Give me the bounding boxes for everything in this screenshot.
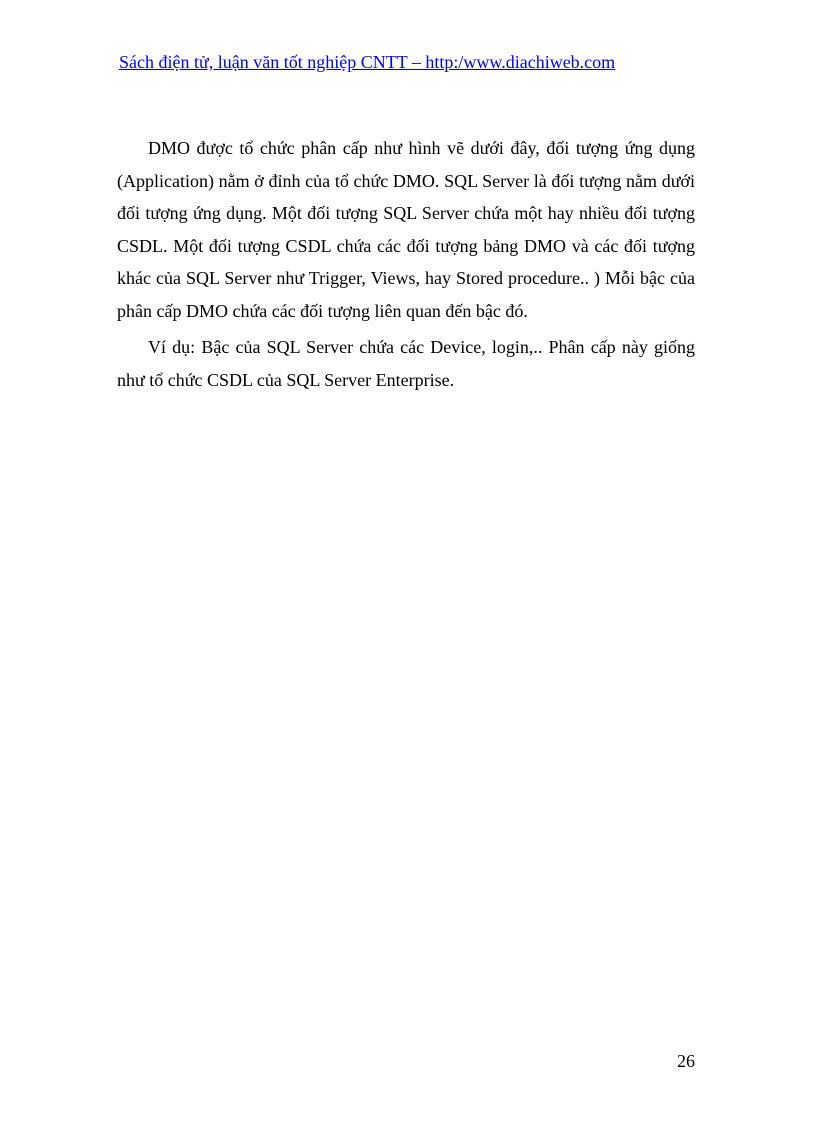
document-body xyxy=(117,132,695,400)
header-website-link[interactable]: Sách điện tử, luận văn tốt nghiệp CNTT – http:/www.diachiweb.com xyxy=(119,52,616,72)
paragraph-dmo-hierarchy: DMO được tổ chức phân cấp như hình vẽ dưới đây, đối tượng ứng dụng (Application) nằm ở đỉnh của tổ chức DMO. SQL Server là đối tượng nằm dưới đối tượng ứng dụng. Một đối tượng SQL Server chứa một hay nhiều đối tượng CSDL. Một đối tượng CSDL chứa các đối tượng bảng DMO và các đối tượng khác của SQL Server như Trigger, Views, hay Stored procedure.. ) Mỗi bậc của phân cấp DMO chứa các đối tượng liên quan đến bậc đó. xyxy=(117,138,695,321)
paragraph-example: Ví dụ: Bậc của SQL Server chứa các Device, login,.. Phân cấp này giống như tổ chức CSDL của SQL Server Enterprise. xyxy=(117,337,695,390)
page-number: 26 xyxy=(677,1051,695,1071)
